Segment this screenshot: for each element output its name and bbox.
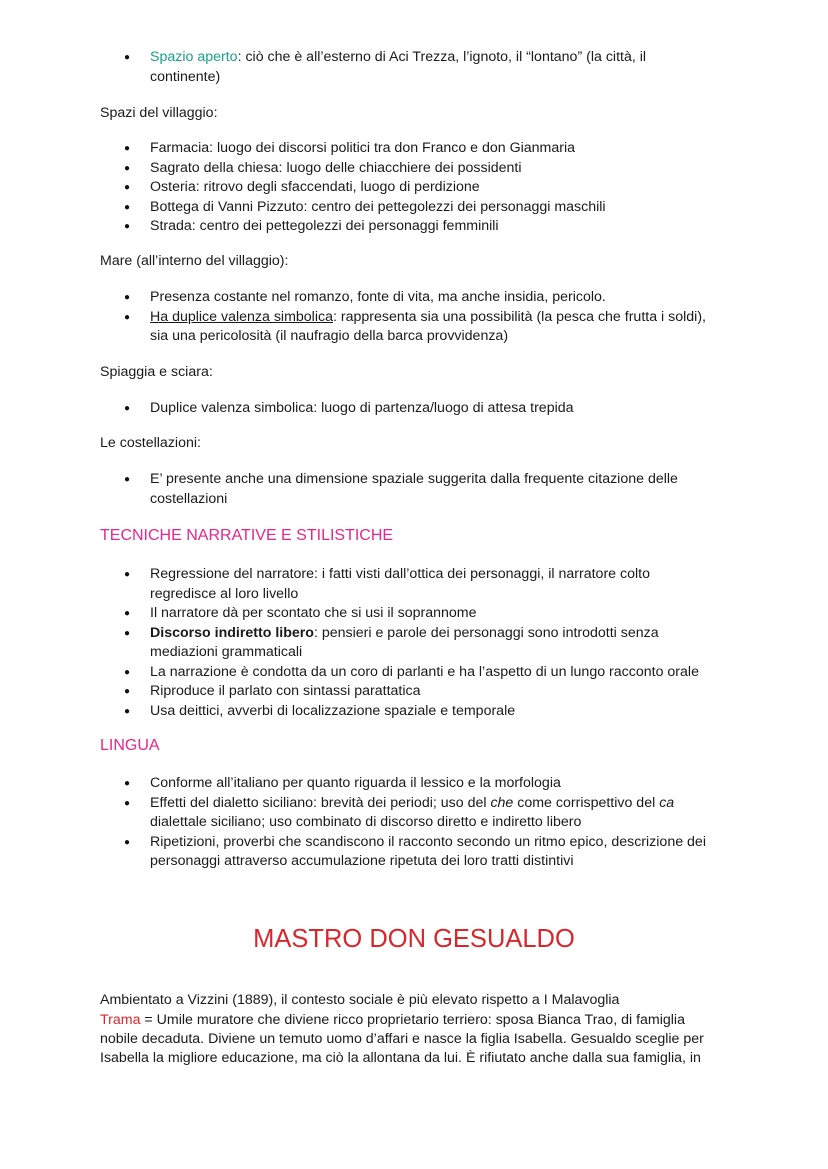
sea-list xyxy=(100,288,740,347)
sea-title: Mare (all’interno del villaggio): xyxy=(100,253,289,269)
list-item: ● Spazio aperto: ciò che è all’esterno di Aci Trezza, l’ignoto, il “lontano” (la città, il continente) xyxy=(100,48,740,87)
paragraph-line: Isabella la migliore educazione, ma ciò la allontana da lui. È rifiutato anche dalla sua famiglia, in xyxy=(100,1050,701,1066)
language-list xyxy=(100,774,740,872)
list-item: ● Discorso indiretto libero: pensieri e parole dei personaggi sono introdotti senza mediazioni grammaticali xyxy=(100,624,740,663)
village-title: Spazi del villaggio: xyxy=(100,105,218,121)
list-item: ● Ripetizioni, proverbi che scandiscono il racconto secondo un ritmo epico, descrizione dei personaggi attraverso accumulazione ripetuta dei loro tratti distintivi xyxy=(100,833,740,872)
list-item: ● Il narratore dà per scontato che si usi il soprannome xyxy=(100,604,740,624)
list-item: ● Farmacia: luogo dei discorsi politici tra don Franco e don Gianmaria xyxy=(100,139,740,159)
bold-term: Discorso indiretto libero xyxy=(150,624,314,641)
open-space-list xyxy=(100,48,740,87)
paragraph-line: Trama = Umile muratore che diviene ricco proprietario terriero: sposa Bianca Trao, di famiglia xyxy=(100,1012,685,1028)
list-item: ● Bottega di Vanni Pizzuto: centro dei pettegolezzi dei personaggi maschili xyxy=(100,198,740,218)
list-item: ● Sagrato della chiesa: luogo delle chiacchiere dei possidenti xyxy=(100,159,740,179)
stars-title: Le costellazioni: xyxy=(100,435,201,451)
techniques-list xyxy=(100,565,740,721)
list-item: ● Ha duplice valenza simbolica: rappresenta sia una possibilità (la pesca che frutta i soldi), sia una pericolosità (il naufragio della barca provvidenza) xyxy=(100,308,740,347)
village-list xyxy=(100,139,740,237)
list-item: ● Regressione del narratore: i fatti visti dall’ottica dei personaggi, il narratore colto regredisce al loro livello xyxy=(100,565,740,604)
techniques-heading: TECNICHE NARRATIVE E STILISTICHE xyxy=(100,527,394,544)
paragraph-line: Ambientato a Vizzini (1889), il contesto sociale è più elevato rispetto a I Malavoglia xyxy=(100,992,620,1008)
list-item: ● E’ presente anche una dimensione spaziale suggerita dalla frequente citazione delle costellazioni xyxy=(100,470,740,509)
list-item: ● La narrazione è condotta da un coro di parlanti e ha l’aspetto di un lungo racconto orale xyxy=(100,663,740,683)
trama-label: Trama xyxy=(100,1012,141,1028)
list-item: ● Strada: centro dei pettegolezzi dei personaggi femminili xyxy=(100,217,740,237)
list-item: ● Usa deittici, avverbi di localizzazione spaziale e temporale xyxy=(100,702,740,722)
stars-list xyxy=(100,470,740,509)
list-item: ● Osteria: ritrovo degli sfaccendati, luogo di perdizione xyxy=(100,178,740,198)
list-item: ● Presenza costante nel romanzo, fonte di vita, ma anche insidia, pericolo. xyxy=(100,288,740,308)
list-item: ● Riproduce il parlato con sintassi parattatica xyxy=(100,682,740,702)
underlined-text: Ha duplice valenza simbolica xyxy=(150,308,333,325)
beach-list xyxy=(100,399,740,419)
section-title: MASTRO DON GESUALDO xyxy=(253,925,575,953)
open-space-label: Spazio aperto xyxy=(150,49,238,65)
list-item: ● Effetti del dialetto siciliano: brevità dei periodi; uso del che come corrispettivo del ca dialettale siciliano; uso combinato di discorso diretto e indiretto libero xyxy=(100,794,740,833)
list-item: ● Conforme all’italiano per quanto riguarda il lessico e la morfologia xyxy=(100,774,740,794)
language-heading: LINGUA xyxy=(100,737,160,754)
paragraph-line: nobile decaduta. Diviene un temuto uomo d’affari e nasce la figlia Isabella. Gesualdo sceglie per xyxy=(100,1031,704,1047)
beach-title: Spiaggia e sciara: xyxy=(100,364,213,380)
list-item: ● Duplice valenza simbolica: luogo di partenza/luogo di attesa trepida xyxy=(100,399,740,419)
